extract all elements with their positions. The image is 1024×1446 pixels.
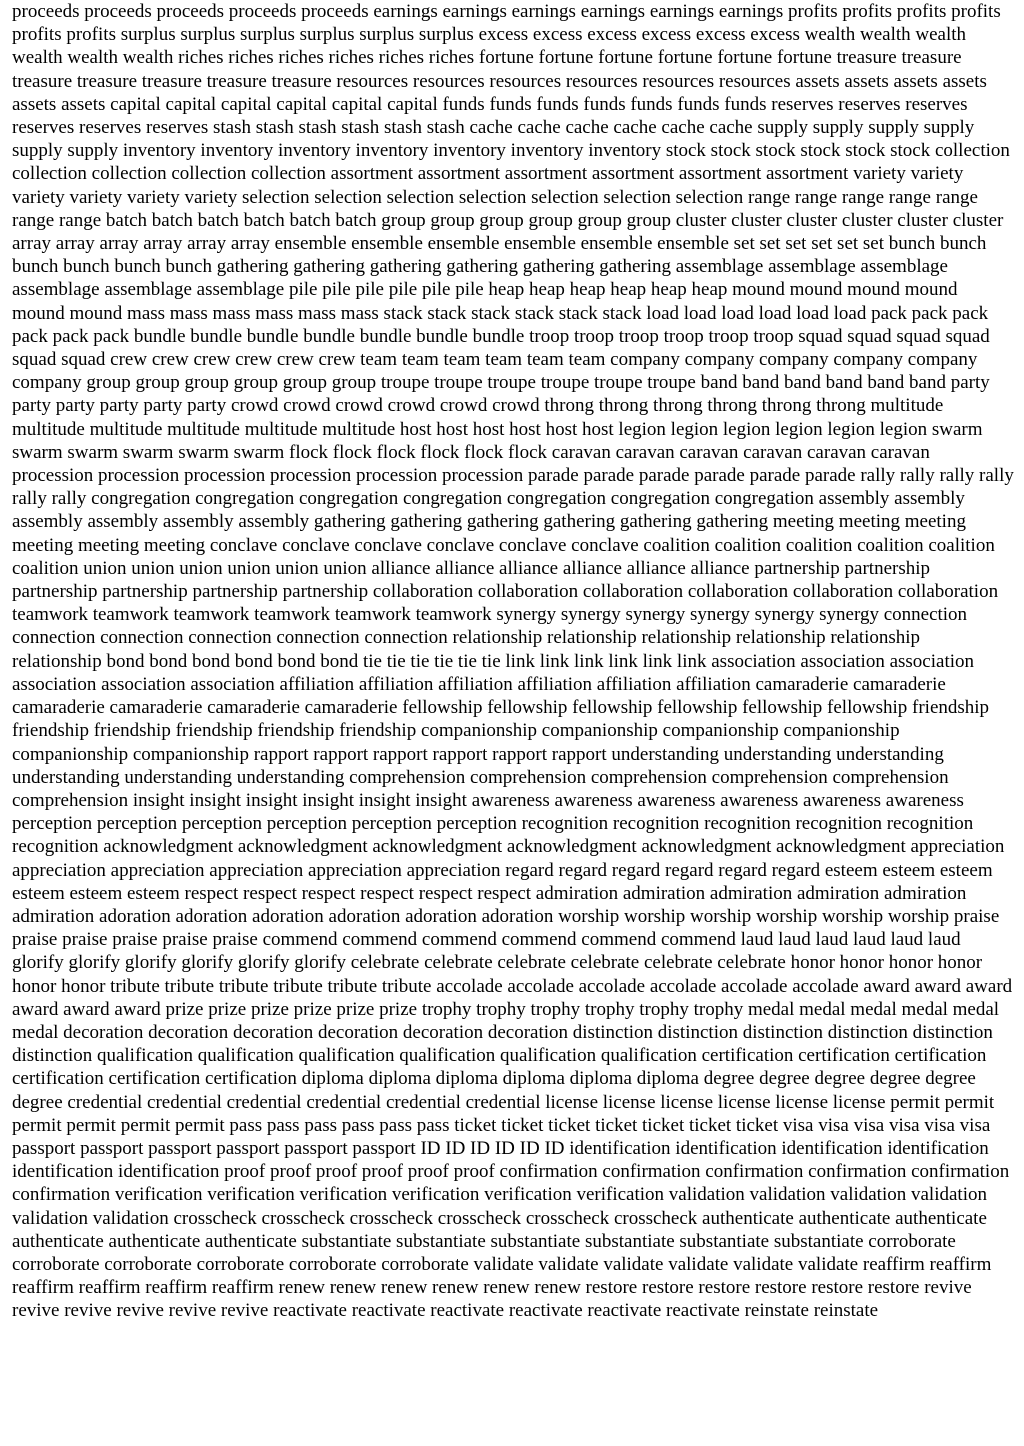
document-body-text: proceeds proceeds proceeds proceeds proceeds earnings earnings earnings earnings earnings earnings profits profits profits profits profits profits surplus surplus surplus surplus surplus surplus excess excess excess excess excess excess wealth wealth wealth wealth wealth wealth riches riches riches riches riches riches fortune fortune fortune fortune fortune fortune treasure treasure treasure treasure treasure treasure treasure resources resources resources resources resources resources assets assets assets assets assets assets capital capital capital capital capital capital funds funds funds funds funds funds funds reserves reserves reserves reserves reserves reserves stash stash stash stash stash stash cache cache cache cache cache cache supply supply supply supply supply supply inventory inventory inventory inventory inventory inventory inventory stock stock stock stock stock stock collection collection collection collection collection assortment assortment assortment assortment assortment assortment variety variety variety variety variety variety selection selection selection selection selection selection selection range range range range range range range batch batch batch batch batch batch group group group group group group cluster cluster cluster cluster cluster cluster array array array array array array ensemble ensemble ensemble ensemble ensemble ensemble set set set set set set bunch bunch bunch bunch bunch bunch gathering gathering gathering gathering gathering gathering assemblage assemblage assemblage assemblage assemblage assemblage pile pile pile pile pile pile heap heap heap heap heap heap mound mound mound mound mound mound mass mass mass mass mass mass stack stack stack stack stack stack load load load load load load pack pack pack pack pack pack bundle bundle bundle bundle bundle bundle bundle troop troop troop troop troop troop squad squad squad squad squad squad crew crew crew crew crew crew team team team team team team company company company company company company group group group group group group troupe troupe troupe troupe troupe troupe band band band band band band party party party party party party crowd crowd crowd crowd crowd crowd throng throng throng throng throng throng multitude multitude multitude multitude multitude multitude host host host host host host legion legion legion legion legion legion swarm swarm swarm swarm swarm swarm flock flock flock flock flock flock caravan caravan caravan caravan caravan caravan procession procession procession procession procession procession parade parade parade parade parade parade rally rally rally rally rally rally congregation congregation congregation congregation congregation congregation congregation assembly assembly assembly assembly assembly assembly gathering gathering gathering gathering gathering gathering meeting meeting meeting meeting meeting meeting conclave conclave conclave conclave conclave conclave coalition coalition coalition coalition coalition coalition union union union union union union alliance alliance alliance alliance alliance alliance partnership partnership partnership partnership partnership partnership collaboration collaboration collaboration collaboration collaboration collaboration teamwork teamwork teamwork teamwork teamwork teamwork synergy synergy synergy synergy synergy synergy connection connection connection connection connection connection relationship relationship relationship relationship relationship relationship bond bond bond bond bond bond tie tie tie tie tie tie link link link link link link association association association association association association affiliation affiliation affiliation affiliation affiliation affiliation camaraderie camaraderie camaraderie camaraderie camaraderie camaraderie fellowship fellowship fellowship fellowship fellowship fellowship friendship friendship friendship friendship friendship friendship companionship companionship companionship companionship companionship companionship rapport rapport rapport rapport rapport rapport understanding understanding understanding understanding understanding understanding comprehension comprehension comprehension comprehension comprehension comprehension insight insight insight insight insight insight awareness awareness awareness awareness awareness awareness perception perception perception perception perception perception recognition recognition recognition recognition recognition recognition acknowledgment acknowledgment acknowledgment acknowledgment acknowledgment acknowledgment appreciation appreciation appreciation appreciation appreciation appreciation regard regard regard regard regard regard esteem esteem esteem esteem esteem esteem respect respect respect respect respect respect admiration admiration admiration admiration admiration admiration adoration adoration adoration adoration adoration adoration worship worship worship worship worship worship praise praise praise praise praise praise commend commend commend commend commend commend laud laud laud laud laud laud glorify glorify glorify glorify glorify glorify celebrate celebrate celebrate celebrate celebrate celebrate honor honor honor honor honor honor tribute tribute tribute tribute tribute tribute accolade accolade accolade accolade accolade accolade award award award award award award prize prize prize prize prize prize trophy trophy trophy trophy trophy trophy medal medal medal medal medal medal decoration decoration decoration decoration decoration decoration distinction distinction distinction distinction distinction distinction qualification qualification qualification qualification qualification qualification certification certification certification certification certification certification diploma diploma diploma diploma diploma diploma degree degree degree degree degree degree credential credential credential credential credential credential license license license license license license permit permit permit permit permit permit pass pass pass pass pass pass ticket ticket ticket ticket ticket ticket ticket visa visa visa visa visa visa passport passport passport passport passport passport ID ID ID ID ID ID identification identification identification identification identification identification proof proof proof proof proof proof confirmation confirmation confirmation confirmation confirmation confirmation verification verification verification verification verification verification validation validation validation validation validation validation crosscheck crosscheck crosscheck crosscheck crosscheck crosscheck authenticate authenticate authenticate authenticate authenticate authenticate substantiate substantiate substantiate substantiate substantiate substantiate corroborate corroborate corroborate corroborate corroborate corroborate validate validate validate validate validate validate reaffirm reaffirm reaffirm reaffirm reaffirm reaffirm renew renew renew renew renew renew restore restore restore restore restore restore revive revive revive revive revive revive reactivate reactivate reactivate reactivate reactivate reactivate reinstate reinstate xyxy=(12,1,1014,1322)
